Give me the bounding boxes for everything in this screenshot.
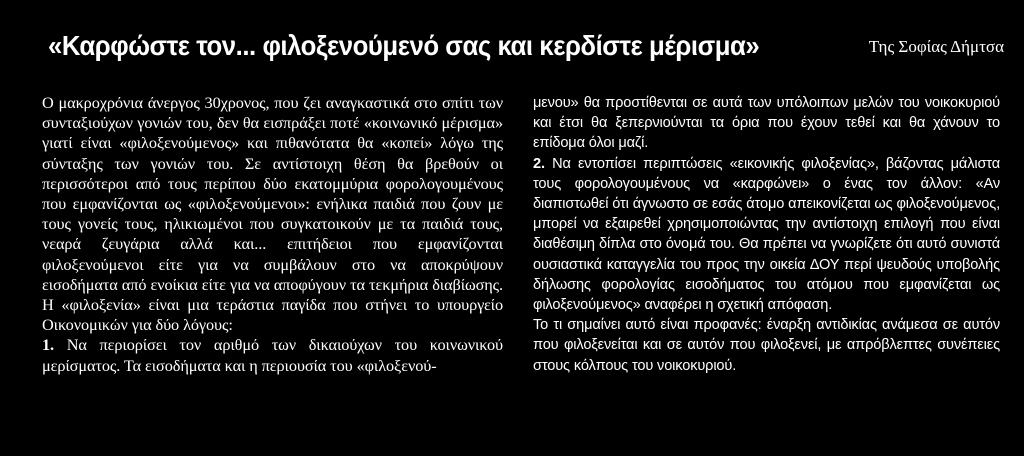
byline: Της Σοφίας Δήμτσα: [868, 37, 1004, 56]
paragraph-intro: Ο μακροχρόνια άνεργος 30χρονος, που ζει αναγκαστικά στο σπίτι των συνταξιούχων γονιών του, δεν θα εισπράξει ποτέ «κοινωνικό μέρισμα» γιατί είναι «φιλοξενούμενος» και πιθανότατα θα «κοπεί» λόγω της σύνταξης των γονιών του.: [42, 93, 503, 173]
list-item-2: [533, 154, 1000, 316]
headline: «Καρφώστε τον... φιλοξενούμενό σας και κερδίστε μέρισμα»: [48, 30, 760, 61]
list-item-2-text: Να εντοπίσει περιπτώσεις «εικονικής φιλοξενίας», βάζοντας μάλιστα τους φορολογουμένους να «καρφώνει» ο ένας τον άλλον: «Αν διαπιστωθεί ότι άγνωστο σε εσάς άτομο απεικονίζεται ως φιλοξενούμενος, μπορεί να εξαιρεθεί χρησιμοποιώντας την αντίστοιχη επιλογή που είναι διαθέσιμη δίπλα στο όνομά του. Θα πρέπει να γνωρίζετε ότι αυτό συνιστά ουσιαστικά καταγγελία του προς την οικεία ΔΟΥ περί ψευδούς υποβολής δήλωσης φορολογίας εισοδήματος του ατόμου που εμφανίζεται ως φιλοξενούμενος» αναφέρει η σχετική απόφαση.: [533, 155, 1000, 314]
article-header: [48, 26, 1004, 70]
left-column: [42, 93, 503, 376]
list-number-1: 1.: [42, 335, 55, 355]
right-column: [533, 93, 1000, 376]
list-number-2: 2.: [533, 155, 545, 172]
continuation-text: μενου» θα προστίθενται σε αυτά των υπόλοιπων μελών του νοικοκυριού και έτσι θα ξεπερνιούνται τα όρια που έχουν τεθεί και θα χάνουν το επίδομα όλοι μαζί.: [533, 95, 1000, 152]
left-column-text: [42, 93, 503, 335]
paragraph-conclusion: Το τι σημαίνει αυτό είναι προφανές: έναρξη αντιδικίας ανάμεσα σε αυτόν που φιλοξενείται και σε αυτόν που φιλοξενεί, με απρόβλεπτες συνέπειες στους κόλπους του νοικοκυριού.: [533, 317, 1000, 374]
paragraph-hosted-persons: Σε αντίστοιχη θέση θα βρεθούν οι περισσότεροι από τους περίπου δύο εκατομμύρια φορολογουμένους που εμφανίζονται ως «φιλοξενούμενοι»: ενήλικα παιδιά που ζουν με τους γονείς τους, ηλικιωμένοι που συγκατοικούν με τα παιδιά τους, νεαρά ζευγάρια αλλά και... επιτήδειοι που εμφανίζονται φιλοξενούμενοι είτε για να συμβάλουν στο να αποκρύψουν εισοδήματα από ενοίκια είτε για να αποφύγουν τα τεκμήρια διαβίωσης. Η «φιλοξενία» είναι μια τεράστια παγίδα που στήνει το υπουργείο Οικονομικών για δύο λόγους:: [42, 153, 503, 335]
list-item-1-text: Να περιορίσει τον αριθμό των δικαιούχων του κοινωνικού μερίσματος. Τα εισοδήματα και η περιουσία του «φιλοξενού-: [42, 335, 503, 375]
list-item-1: [42, 335, 503, 375]
